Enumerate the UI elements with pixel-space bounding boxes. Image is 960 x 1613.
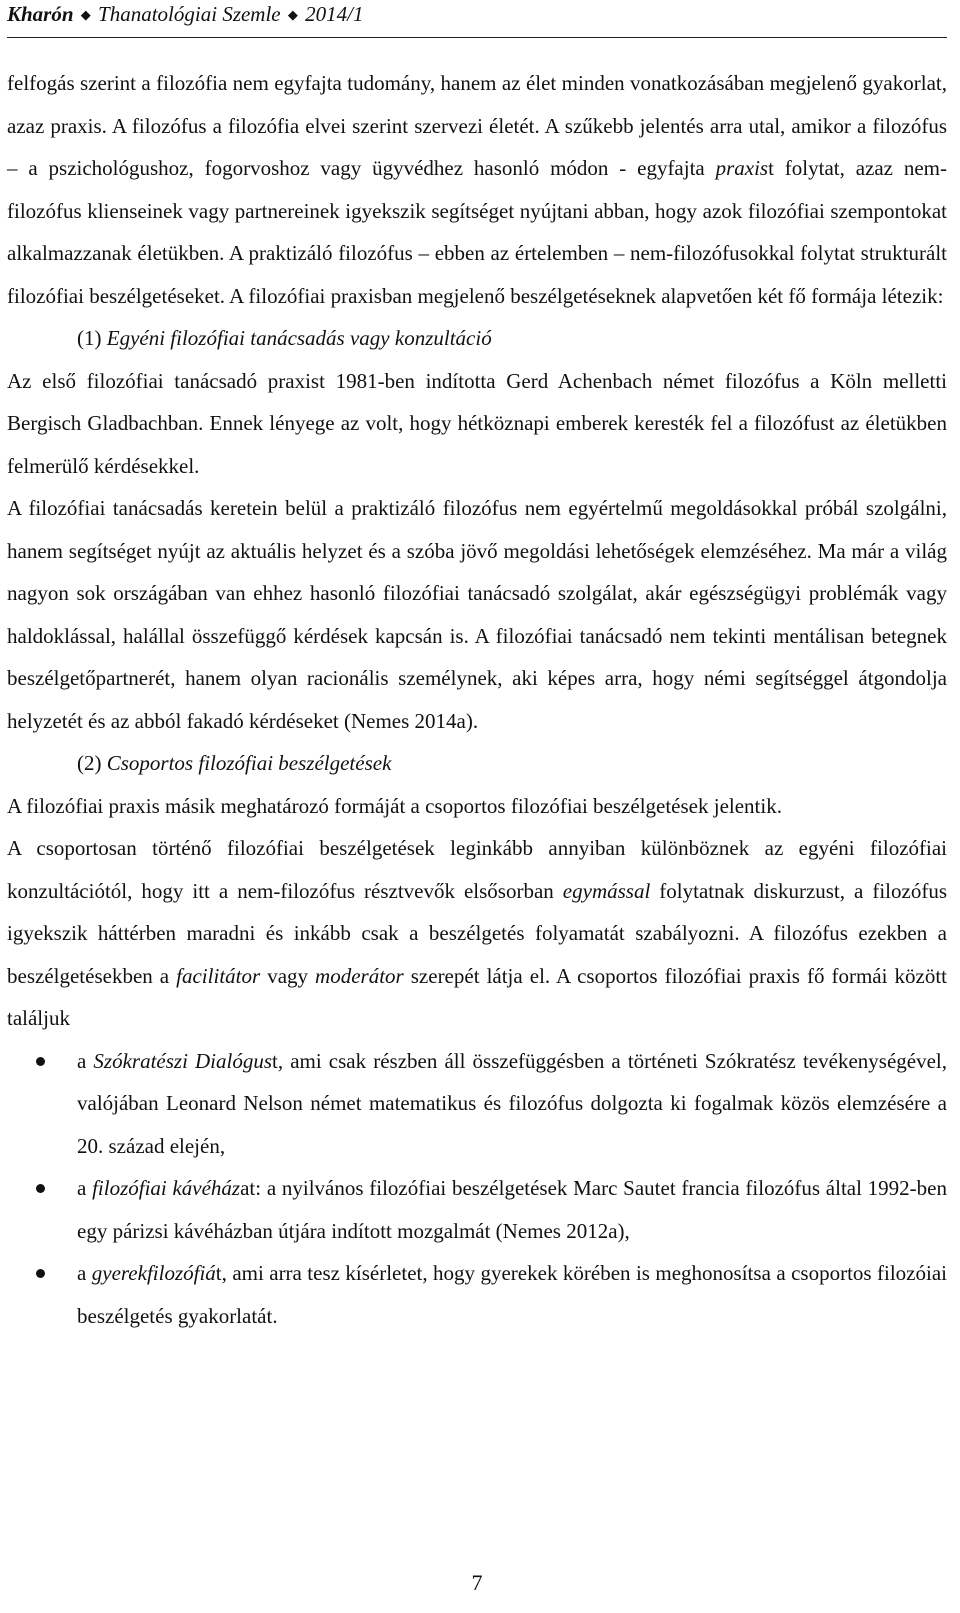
paragraph-5-emphasis-c: moderátor (315, 963, 404, 988)
paragraph-3: A filozófiai tanácsadás keretein belül a praktizáló filozófus nem egyértelmű megoldásokkal próbál szolgálni, hanem segítséget nyújt az aktuális helyzet és a szóba jövő megoldási lehetőségek elemzéséhez. Ma már a világ nagyon sok országában van ehhez hasonló filozófiai tanácsadó szolgálat, akár egészségügyi problémák vagy haldoklással, halállal összefüggő kérdések kapcsán is. A filozófiai tanácsadó nem tekinti mentálisan betegnek beszélgetőpartnerét, hanem olyan racionális személynek, aki képes arra, hogy némi segítséggel átgondolja helyzetét és az abból fakadó kérdéseket (Nemes 2014a). (7, 496, 947, 733)
list-item-prefix: a (77, 1048, 94, 1073)
paragraph-1 (7, 62, 947, 317)
paragraph-1-text-a: felfogás szerint a filozófia nem egyfajta tudomány, hanem az élet minden vonatkozásában megjelenő gyakorlat, azaz praxis. A filozófus a filozófia elvei szerint szervezi életét. A szűkebb jelentés arra utal, amikor a filozófus – a pszichológushoz, fogorvoshoz vagy ügyvédhez hasonló módon - egyfajta (7, 71, 947, 180)
diamond-separator-icon: ◆ (287, 7, 298, 22)
list-item (7, 1252, 947, 1337)
forms-list (7, 1040, 947, 1338)
diamond-separator-icon: ◆ (80, 7, 91, 22)
bullet-icon (36, 1269, 45, 1278)
paragraph-5-text-c: vagy (260, 963, 316, 988)
paragraph-2: Az első filozófiai tanácsadó praxist 1981-ben indította Gerd Achenbach német filozófus a Köln melletti Bergisch Gladbachban. Ennek lényege az volt, hogy hétköznapi emberek keresték fel a filozófust az életükben felmerülő kérdésekkel. (7, 368, 947, 478)
section-1-title: Egyéni filozófiai tanácsadás vagy konzultáció (106, 326, 492, 350)
section-heading-2 (7, 742, 947, 785)
paragraph-5-text-d: szerepét látja el. A csoportos filozófiai praxis fő formái között találjuk (7, 963, 947, 1030)
paragraph-5-text-b: folytatnak diskurzust, a filozófus igyekszik háttérben maradni és inkább csak a beszélgetés folyamatát szabályozni. A filozófus ezekben a beszélgetésekben a (7, 878, 947, 988)
page-number: 7 (471, 1570, 483, 1595)
list-item-text: at: a nyilvános filozófiai beszélgetések Marc Sautet francia filozófus által 1992-ben egy párizsi kávéházban útjára indított mozgalmát (Nemes 2012a), (77, 1176, 947, 1243)
article-body (7, 62, 947, 1337)
list-item-text: t, ami arra tesz kísérletet, hogy gyerekek körében is meghonosítsa a csoportos filozóiai beszélgetés gyakorlatát. (77, 1261, 947, 1328)
paragraph-5 (7, 827, 947, 1040)
list-item-text: t, ami csak részben áll összefüggésben a történeti Szókratész tevékenységével, valójában Leonard Nelson német matematikus és filozófus dolgozta ki fogalmak közös elemzésére a 20. század elején, (77, 1048, 947, 1158)
paragraph-5-emphasis-a: egymással (562, 878, 651, 903)
list-item (7, 1167, 947, 1252)
running-header (7, 0, 947, 38)
list-item-emphasis: Szókratészi Dialógus (93, 1048, 273, 1073)
section-2-title: Csoportos filozófiai beszélgetések (106, 751, 392, 775)
paragraph-1-text-b: t folytat, azaz nem-filozófus klienseinek vagy partnereinek igyekszik segítséget nyújtani abban, hogy azok filozófiai szempontokat alkalmazzanak életükben. A praktizáló filozófus – ebben az értelemben – nem-filozófusokkal folytat strukturált filozófiai beszélgetéseket. A filozófiai praxisban megjelenő beszélgetéseknek alapvetően két fő formája létezik: (7, 156, 947, 308)
paragraph-4: A filozófiai praxis másik meghatározó formáját a csoportos filozófiai beszélgetések jelentik. (7, 793, 782, 818)
journal-name: Kharón (7, 2, 74, 26)
journal-issue: 2014/1 (305, 2, 364, 26)
bullet-icon (36, 1184, 45, 1193)
section-2-number: (2) (77, 751, 107, 775)
paragraph-1-emphasis: praxis (715, 156, 769, 180)
list-item-prefix: a (77, 1261, 92, 1285)
paragraph-5-text-a: A csoportosan történő filozófiai beszélgetések leginkább annyiban különböznek az egyéni filozófiai konzultációtól, hogy itt a nem-filozófus résztvevők elsősorban (7, 836, 947, 903)
list-item-prefix: a (77, 1176, 93, 1200)
section-1-number: (1) (77, 326, 107, 350)
section-heading-1 (7, 317, 947, 360)
bullet-icon (36, 1057, 45, 1066)
list-item (7, 1040, 947, 1168)
journal-subtitle: Thanatológiai Szemle (98, 2, 281, 26)
list-item-emphasis: filozófiai kávéház (92, 1176, 241, 1200)
paragraph-5-emphasis-b: facilitátor (176, 963, 261, 988)
list-item-emphasis: gyerekfilozófiá (91, 1261, 216, 1285)
